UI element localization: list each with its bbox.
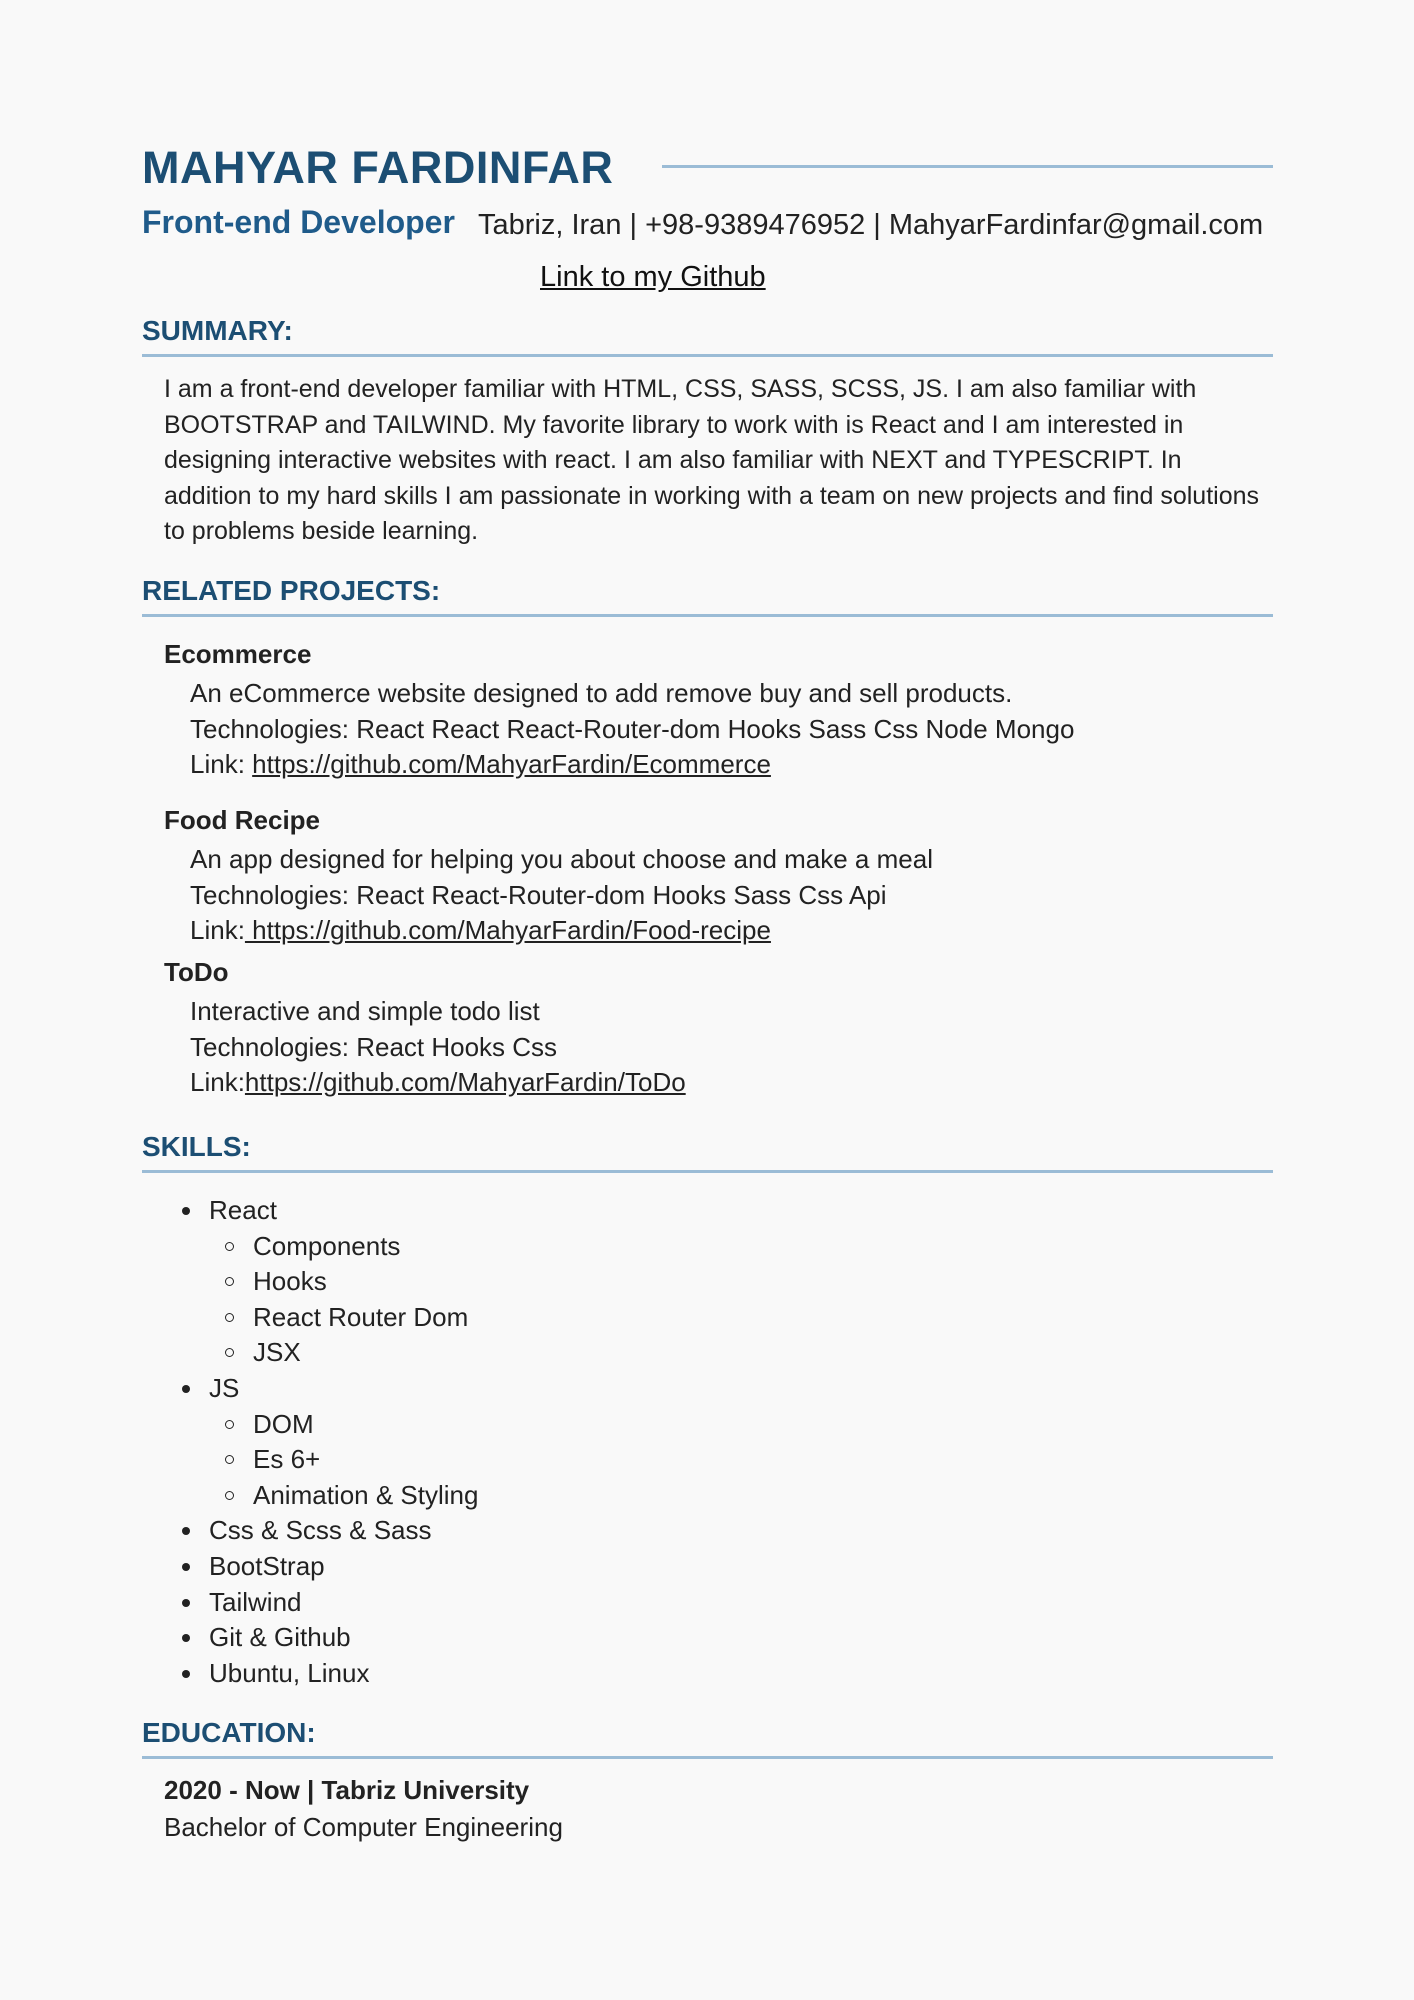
sub-skill-item: Hooks bbox=[164, 1264, 1164, 1300]
skill-item: JS bbox=[164, 1371, 1164, 1407]
summary-divider bbox=[142, 354, 1273, 357]
candidate-name: MAHYAR FARDINFAR bbox=[142, 142, 614, 193]
project-link-row bbox=[190, 1065, 1264, 1101]
summary-text: I am a front-end developer familiar with HTML, CSS, SASS, SCSS, JS. I am also familiar with BOOTSTRAP and TAILWIND. My favorite library to work with is React and I am interested in designing interactive websites with react. I am also familiar with NEXT and TYPESCRIPT. In addition to my hard skills I am passionate in working with a team on new projects and find solutions to problems beside learning. bbox=[164, 375, 1260, 545]
skill-item: React bbox=[164, 1193, 1164, 1229]
project-technologies: Technologies: React Hooks Css bbox=[190, 1031, 558, 1062]
project-link-row bbox=[190, 747, 1264, 783]
sub-skill-item: DOM bbox=[164, 1407, 1164, 1443]
project-link[interactable]: https://github.com/MahyarFardin/ToDo bbox=[244, 1067, 686, 1097]
project-technologies: Technologies: React React-Router-dom Hooks Sass Css Api bbox=[190, 879, 887, 910]
skills-list bbox=[164, 1193, 1164, 1691]
skill-item: Ubuntu, Linux bbox=[164, 1656, 1164, 1692]
sub-skill-item: Animation & Styling bbox=[164, 1478, 1164, 1514]
skills-divider bbox=[142, 1170, 1273, 1173]
sub-skill-item: JSX bbox=[164, 1335, 1164, 1371]
project-item bbox=[164, 954, 1264, 1101]
summary-heading: SUMMARY: bbox=[142, 315, 293, 346]
project-title: Food Recipe bbox=[164, 805, 321, 835]
sub-skill-item: React Router Dom bbox=[164, 1300, 1164, 1336]
project-description: An app designed for helping you about choose and make a meal bbox=[190, 844, 933, 874]
project-item bbox=[164, 636, 1264, 783]
skills-heading: SKILLS: bbox=[142, 1131, 251, 1162]
project-link-label: Link: bbox=[190, 749, 253, 779]
contact-info: Tabriz, Iran | +98-9389476952 | MahyarFardinfar@gmail.com bbox=[478, 209, 1264, 241]
project-technologies: Technologies: React React React-Router-dom Hooks Sass Css Node Mongo bbox=[190, 713, 1075, 744]
education-title: 2020 - Now | Tabriz University bbox=[164, 1775, 530, 1805]
project-link-label: Link: bbox=[190, 915, 245, 945]
skill-item: Tailwind bbox=[164, 1585, 1164, 1621]
project-link-row bbox=[190, 913, 1264, 949]
project-title: Ecommerce bbox=[164, 639, 312, 669]
project-item bbox=[164, 802, 1264, 949]
skill-item: BootStrap bbox=[164, 1549, 1164, 1585]
project-description: Interactive and simple todo list bbox=[190, 996, 540, 1026]
project-description: An eCommerce website designed to add remove buy and sell products. bbox=[190, 678, 1013, 708]
sub-skill-item: Components bbox=[164, 1229, 1164, 1265]
project-title: ToDo bbox=[164, 957, 229, 987]
github-link[interactable]: Link to my Github bbox=[540, 261, 766, 293]
education-degree: Bachelor of Computer Engineering bbox=[164, 1812, 563, 1842]
project-link[interactable]: https://github.com/MahyarFardin/Food-recipe bbox=[244, 915, 771, 945]
name-divider bbox=[662, 165, 1273, 168]
education-heading: EDUCATION: bbox=[142, 1717, 316, 1748]
skill-item: Css & Scss & Sass bbox=[164, 1513, 1164, 1549]
skill-item: Git & Github bbox=[164, 1620, 1164, 1656]
education-divider bbox=[142, 1756, 1273, 1759]
projects-divider bbox=[142, 614, 1273, 617]
project-link[interactable]: https://github.com/MahyarFardin/Ecommerce bbox=[252, 749, 771, 779]
project-link-label: Link: bbox=[190, 1067, 245, 1097]
job-title: Front-end Developer bbox=[142, 204, 455, 240]
projects-heading: RELATED PROJECTS: bbox=[142, 575, 441, 606]
sub-skill-item: Es 6+ bbox=[164, 1442, 1164, 1478]
education-entry bbox=[164, 1772, 563, 1846]
